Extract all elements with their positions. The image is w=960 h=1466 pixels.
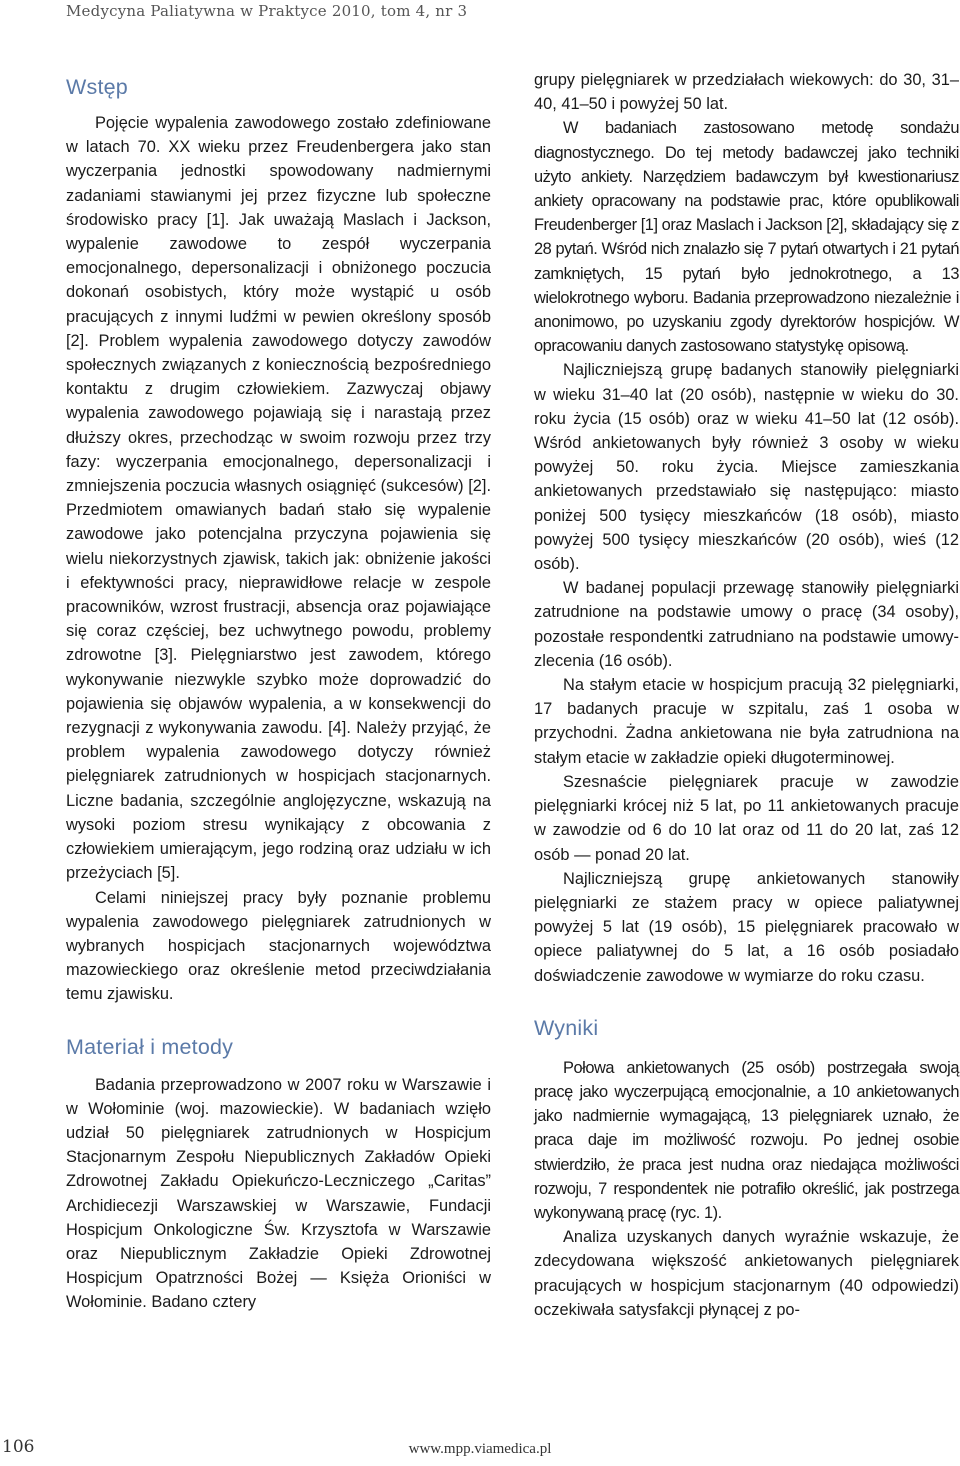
paragraph: Analiza uzyskanych danych wyraźnie wskazuje, że zdecydowana większość ankietowanych pielęgniarek pracujących w hospicjum stacjonarnym (40 odpowiedzi) oczekiwała satysfakcji płynącej z po- [534,1228,959,1319]
running-head: Medycyna Paliatywna w Praktyce 2010, tom 4, nr 3 [66,2,468,20]
left-column [66,60,491,1315]
paragraph: Na stałym etacie w hospicjum pracują 32 pielęgniarki, 17 badanych pracuje w szpitalu, zaś 1 osoba w przychodni. Żadna ankietowana nie była zatrudniona na stałym etacie w zakładzie opieki długoterminowej. [534,676,959,767]
paragraph: W badaniach zastosowano metodę sondażu diagnostycznego. Do tej metody badawczej jako techniki użyto ankiety. Narzędziem badawczym był kwestionariusz ankiety opracowany na podstawie prac, które opublikowali Freudenberger [1] oraz Maslach i Jackson [2], składający się z 28 pytań. Wśród nich znalazło się 7 pytań otwartych i 21 pytań zamkniętych, 15 pytań było jednokrotnego, a 13 wielokrotnego wyboru. Badania przeprowadzono niezależnie i anonimowo, po uzyskaniu zgody dyrektorów hospicjów. W opracowaniu danych zastosowano statystykę opisową. [534,119,959,356]
paragraph: Połowa ankietowanych (25 osób) postrzegała swoją pracę jako wyczerpującą emocjonalnie, a 10 ankietowanych jako nadmiernie wymagającą, 13 pielęgniarek uznało, że praca daje im możliwość rozwoju. Po jednej osobie stwierdziło, że praca jest nudna oraz niedająca możliwości rozwoju, 7 respondentek nie potrafiło określić, jak postrzega wykonywaną pracę (ryc. 1). [534,1058,959,1222]
paragraph: Badania przeprowadzono w 2007 roku w Warszawie i w Wołominie (woj. mazowieckie). W badaniach wzięło udział 50 pielęgniarek zatrudnionych w Hospicjum Stacjonarnym Zespołu Niepublicznych Zakładów Opieki Zdrowotnej Zakładu Opiekuńczo-Leczniczego „Caritas” Archidiecezji Warszawskiej w Warszawie, Fundacji Hospicjum Onkologiczne Św. Krzysztofa w Warszawie oraz Niepublicznym Zakładzie Opieki Zdrowotnej Hospicjum Opatrzności Bożej — Księża Orioniści w Wołominie. Badano cztery [66,1075,491,1312]
footer-url: www.mpp.viamedica.pl [408,1441,552,1457]
section-heading-methods: Materiał i metody [66,1034,234,1059]
paragraph: Pojęcie wypalenia zawodowego zostało zdefiniowane w latach 70. XX wieku przez Freudenbergera jako stan wyczerpania jednostki spowodowany nadmiernymi zadaniami stawianymi jej przez fizyczne lub społeczne środowisko pracy [1]. Jak uważają Maslach i Jackson, wypalenie zawodowe to zespół wyczerpania emocjonalnego, depersonalizacji i obniżonego poczucia dokonań osobistych, który może wystąpić u osób pracujących z innymi ludźmi w pewien określony sposób [2]. Problem wypalenia zawodowego dotyczy zawodów społecznych związanych z koniecznością bezpośredniego kontaktu z drugim człowiekiem. Zazwyczaj objawy wypalenia zawodowego pojawiają się i narastają przez dłuższy okres, przechodząc w swoim rozwoju przez trzy fazy: wyczerpania emocjonalnego, depersonalizacji i zmniejszenia poczucia własnych osiągnięć (sukcesów) [2]. Przedmiotem omawianych badań stało się wypalenie zawodowe jako potencjalna przyczyna pojawienia się wielu niekorzystnych zjawisk, takich jak: obniżenie jakości i efektywności pracy, nieprawidłowe relacje w zespole pracowników, wzrost frustracji, absencja oraz pojawiające się coraz częściej, bez uchwytnego powodu, problemy zdrowotne [3]. Pielęgniarstwo jest zawodem, którego wykonywanie niezwykle szybko może doprowadzić do pojawienia się objawów wypalenia, a w konsekwencji do rezygnacji z wykonywania zawodu. [4]. Należy przyjąć, że problem wypalenia zawodowego dotyczy również pielęgniarek zatrudnionych w hospicjach stacjonarnych. Liczne badania, szczególnie anglojęzyczne, wskazują na wysoki poziom stresu wynikający z obcowania z człowiekiem umierającym, jego rodziną oraz udziału w ich przeżyciach [5]. [66,114,491,883]
section-heading-introduction: Wstęp [66,75,128,99]
paragraph: W badanej populacji przewagę stanowiły pielęgniarki zatrudnione na podstawie umowy o pracę (34 osoby), pozostałe respondentki zatrudniano na podstawie umowy-zlecenia (16 osób). [534,579,959,670]
paragraph: grupy pielęgniarek w przedziałach wiekowych: do 30, 31–40, 41–50 i powyżej 50 lat. [534,71,959,114]
page-number: 106 [2,1437,35,1457]
right-column [534,68,959,1322]
paragraph: Szesnaście pielęgniarek pracuje w zawodzie pielęgniarki krócej niż 5 lat, po 11 ankietowanych pracuje w zawodzie od 6 do 10 lat oraz od 11 do 20 lat, zaś 12 osób — ponad 20 lat. [534,772,959,864]
paragraph: Celami niniejszej pracy były poznanie problemu wypalenia zawodowego pielęgniarek zatrudnionych w wybranych hospicjach stacjonarnych województwa mazowieckiego oraz określenie metod przeciwdziałania temu zjawisku. [66,888,491,1004]
paragraph: Najliczniejszą grupę badanych stanowiły pielęgniarki w wieku 31–40 lat (20 osób), następnie w wieku do 30. roku życia (15 osób) oraz w wieku 41–50 lat (12 osób). Wśród ankietowanych były również 3 osoby w wieku powyżej 50. roku życia. Miejsce zamieszkania ankietowanych przedstawiało się następująco: miasto poniżej 500 tysięcy mieszkańców (18 osób), miasto powyżej 500 tysięcy mieszkańców (20 osób), wieś (12 osób). [534,361,959,574]
section-heading-results: Wyniki [534,1015,599,1040]
paragraph: Najliczniejszą grupę ankietowanych stanowiły pielęgniarki ze stażem pracy w opiece paliatywnej powyżej 5 lat (19 osób), 15 pielęgniarek pracowało w opiece paliatywnej do 5 lat, a 16 osób posiadało doświadczenie zawodowe w wymiarze do roku czasu. [534,869,959,985]
